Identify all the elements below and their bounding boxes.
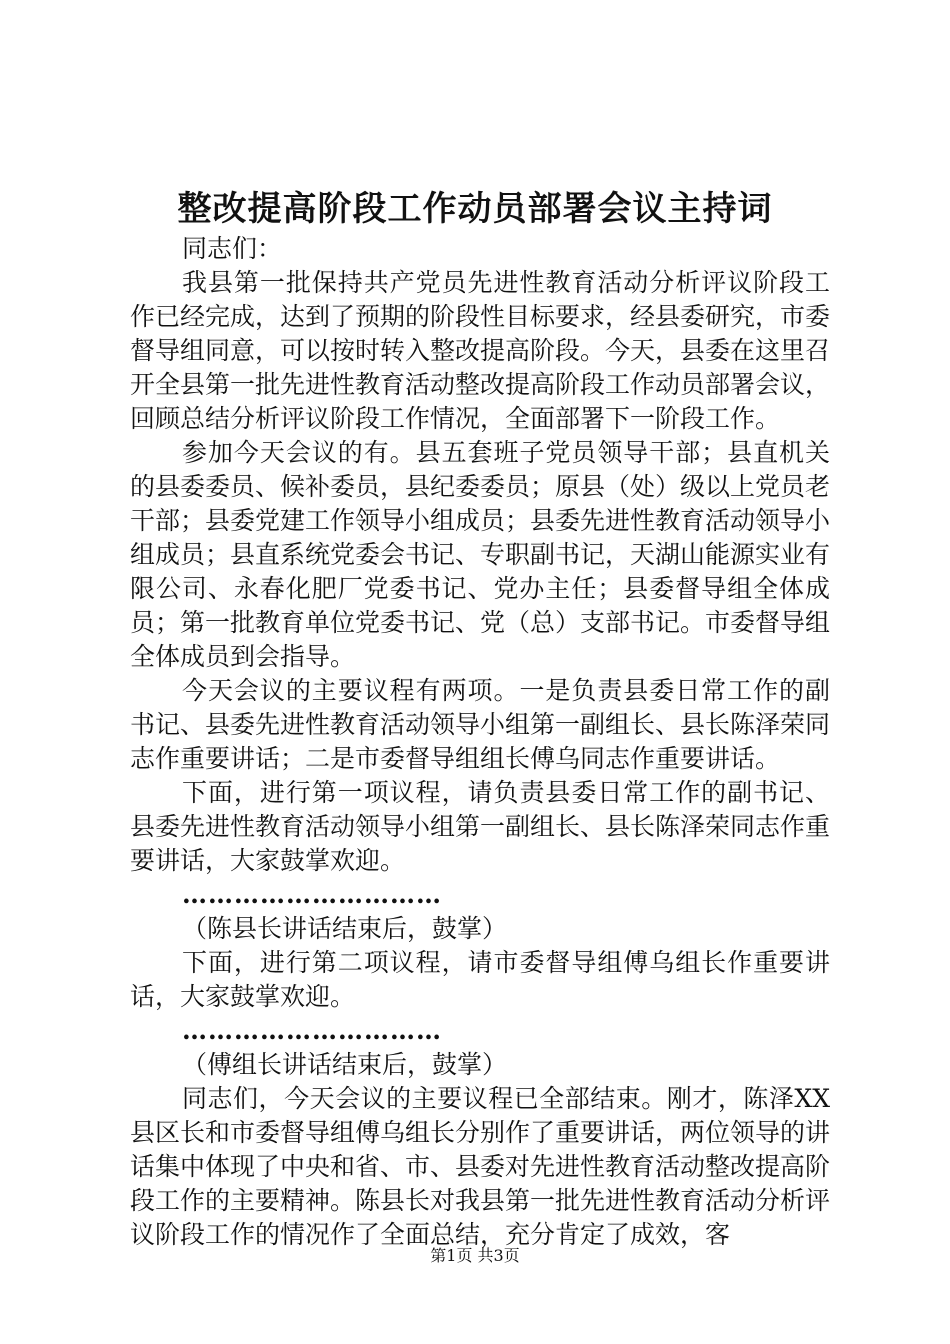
paragraph-opening: 我县第一批保持共产党员先进性教育活动分析评议阶段工作已经完成，达到了预期的阶段性目标要求，经县委研究，市委督导组同意，可以按时转入整改提高阶段。今天，县委在这里召开全县第一批先进性教育活动整改提高阶段工作动员部署会议，回顾总结分析评议阶段工作情况，全面部署下一阶段工作。 — [130, 268, 831, 433]
paragraph-agenda: 今天会议的主要议程有两项。一是负责县委日常工作的副书记、县委先进性教育活动领导小组第一副组长、县长陈泽荣同志作重要讲话；二是市委督导组组长傅乌同志作重要讲话。 — [130, 676, 831, 773]
document-title: 整改提高阶段工作动员部署会议主持词 — [177, 189, 773, 229]
paragraph-stage-note: （傅组长讲话结束后，鼓掌） — [182, 1050, 508, 1079]
paragraph-closing: 同志们，今天会议的主要议程已全部结束。刚才，陈泽XX县区长和市委督导组傅乌组长分别作了重要讲话，两位领导的讲话集中体现了中央和省、市、县委对先进性教育活动整改提高阶段工作的主要精神。陈县长对我县第一批先进性教育活动分析评议阶段工作的情况作了全面总结，充分肯定了成效，客 — [130, 1084, 831, 1249]
page-footer: 第1页 共3页 — [430, 1246, 520, 1265]
paragraph-second-item: 下面，进行第二项议程，请市委督导组傅乌组长作重要讲话，大家鼓掌欢迎。 — [130, 948, 830, 1011]
paragraph-stage-note: （陈县长讲话结束后，鼓掌） — [182, 914, 508, 943]
paragraph-first-item: 下面，进行第一项议程，请负责县委日常工作的副书记、县委先进性教育活动领导小组第一副组长、县长陈泽荣同志作重要讲话，大家鼓掌欢迎。 — [130, 778, 831, 875]
ellipsis-divider: ………………………… — [182, 1016, 442, 1045]
ellipsis-divider: ………………………… — [182, 880, 442, 909]
document-body — [130, 232, 830, 1252]
paragraph-salutation: 同志们： — [182, 234, 283, 263]
paragraph-attendees: 参加今天会议的有。县五套班子党员领导干部；县直机关的县委委员、候补委员，县纪委委员；原县（处）级以上党员老干部；县委党建工作领导小组成员；县委先进性教育活动领导小组成员；县直系统党委会书记、专职副书记，天湖山能源实业有限公司、永春化肥厂党委书记、党办主任；县委督导组全体成员；第一批教育单位党委书记、党（总）支部书记。市委督导组全体成员到会指导。 — [130, 438, 831, 671]
